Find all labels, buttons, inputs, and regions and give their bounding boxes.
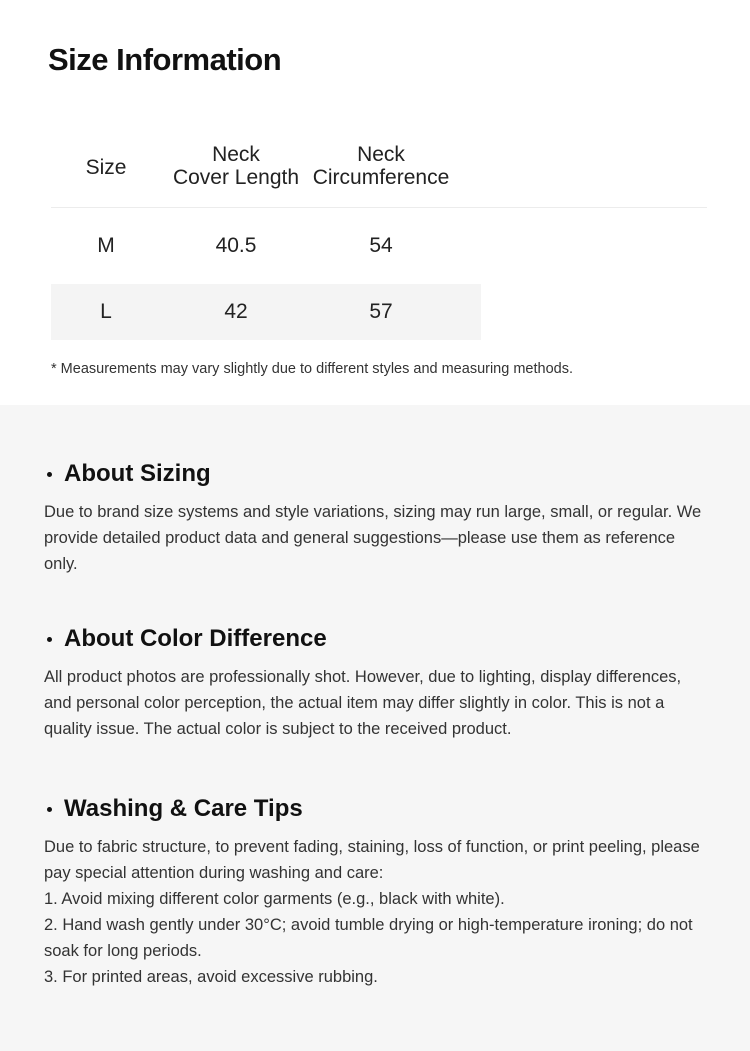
measurement-note: * Measurements may vary slightly due to different styles and measuring methods.	[51, 361, 573, 377]
header-neck-circumference-line2: Circumference	[312, 166, 450, 189]
cell-neck-circumference: 54	[369, 234, 393, 257]
about-color-text: All product photos are professionally shot. However, due to lighting, display differences, and personal color perception, the actual item may differ slightly in color. This is not a quality issue. The actual color is subject to the received product.	[44, 668, 682, 738]
about-color-heading	[44, 625, 704, 653]
header-neck-cover-length-line1: Neck	[212, 143, 260, 166]
header-neck-circumference	[306, 143, 456, 189]
table-row	[51, 218, 707, 274]
cell-neck-cover-length: 42	[224, 300, 248, 323]
size-information-title: Size Information	[48, 42, 282, 77]
size-information-section	[0, 0, 750, 405]
cell-neck-cover-length: 40.5	[215, 234, 257, 257]
about-sizing-text: Due to brand size systems and style variations, sizing may run large, small, or regular. We provide detailed product data and general suggestions—please use them as reference only.	[44, 503, 702, 573]
about-color-body	[44, 664, 704, 742]
washing-care-block	[44, 795, 704, 990]
cell-size: M	[97, 234, 115, 257]
about-sizing-title: About Sizing	[64, 460, 211, 487]
header-neck-cover-length-line2: Cover Length	[172, 166, 300, 189]
cell-size: L	[100, 300, 112, 323]
table-row	[51, 284, 707, 340]
size-table-header	[51, 136, 707, 208]
washing-care-body	[44, 834, 704, 990]
washing-care-title: Washing & Care Tips	[64, 795, 303, 822]
about-color-block	[44, 625, 704, 742]
about-sizing-block	[44, 460, 704, 577]
about-color-title: About Color Difference	[64, 625, 327, 652]
header-size	[51, 156, 161, 179]
washing-care-tip-3: 3. For printed areas, avoid excessive rubbing.	[44, 968, 378, 986]
bullet-icon	[47, 637, 52, 642]
washing-care-tip-2: 2. Hand wash gently under 30°C; avoid tumble drying or high-temperature ironing; do not soak for long periods.	[44, 916, 693, 960]
washing-care-intro: Due to fabric structure, to prevent fading, staining, loss of function, or print peeling, please pay special attention during washing and care:	[44, 838, 700, 882]
cell-neck-circumference: 57	[369, 300, 393, 323]
info-section	[0, 405, 750, 1051]
washing-care-heading	[44, 795, 704, 823]
about-sizing-body	[44, 499, 704, 577]
bullet-icon	[47, 807, 52, 812]
header-neck-circumference-line1: Neck	[357, 143, 405, 166]
about-sizing-heading	[44, 460, 704, 488]
bullet-icon	[47, 472, 52, 477]
washing-care-tip-1: 1. Avoid mixing different color garments (e.g., black with white).	[44, 890, 505, 908]
header-size-label: Size	[85, 156, 127, 179]
header-neck-cover-length	[161, 143, 311, 189]
size-table	[51, 136, 707, 340]
